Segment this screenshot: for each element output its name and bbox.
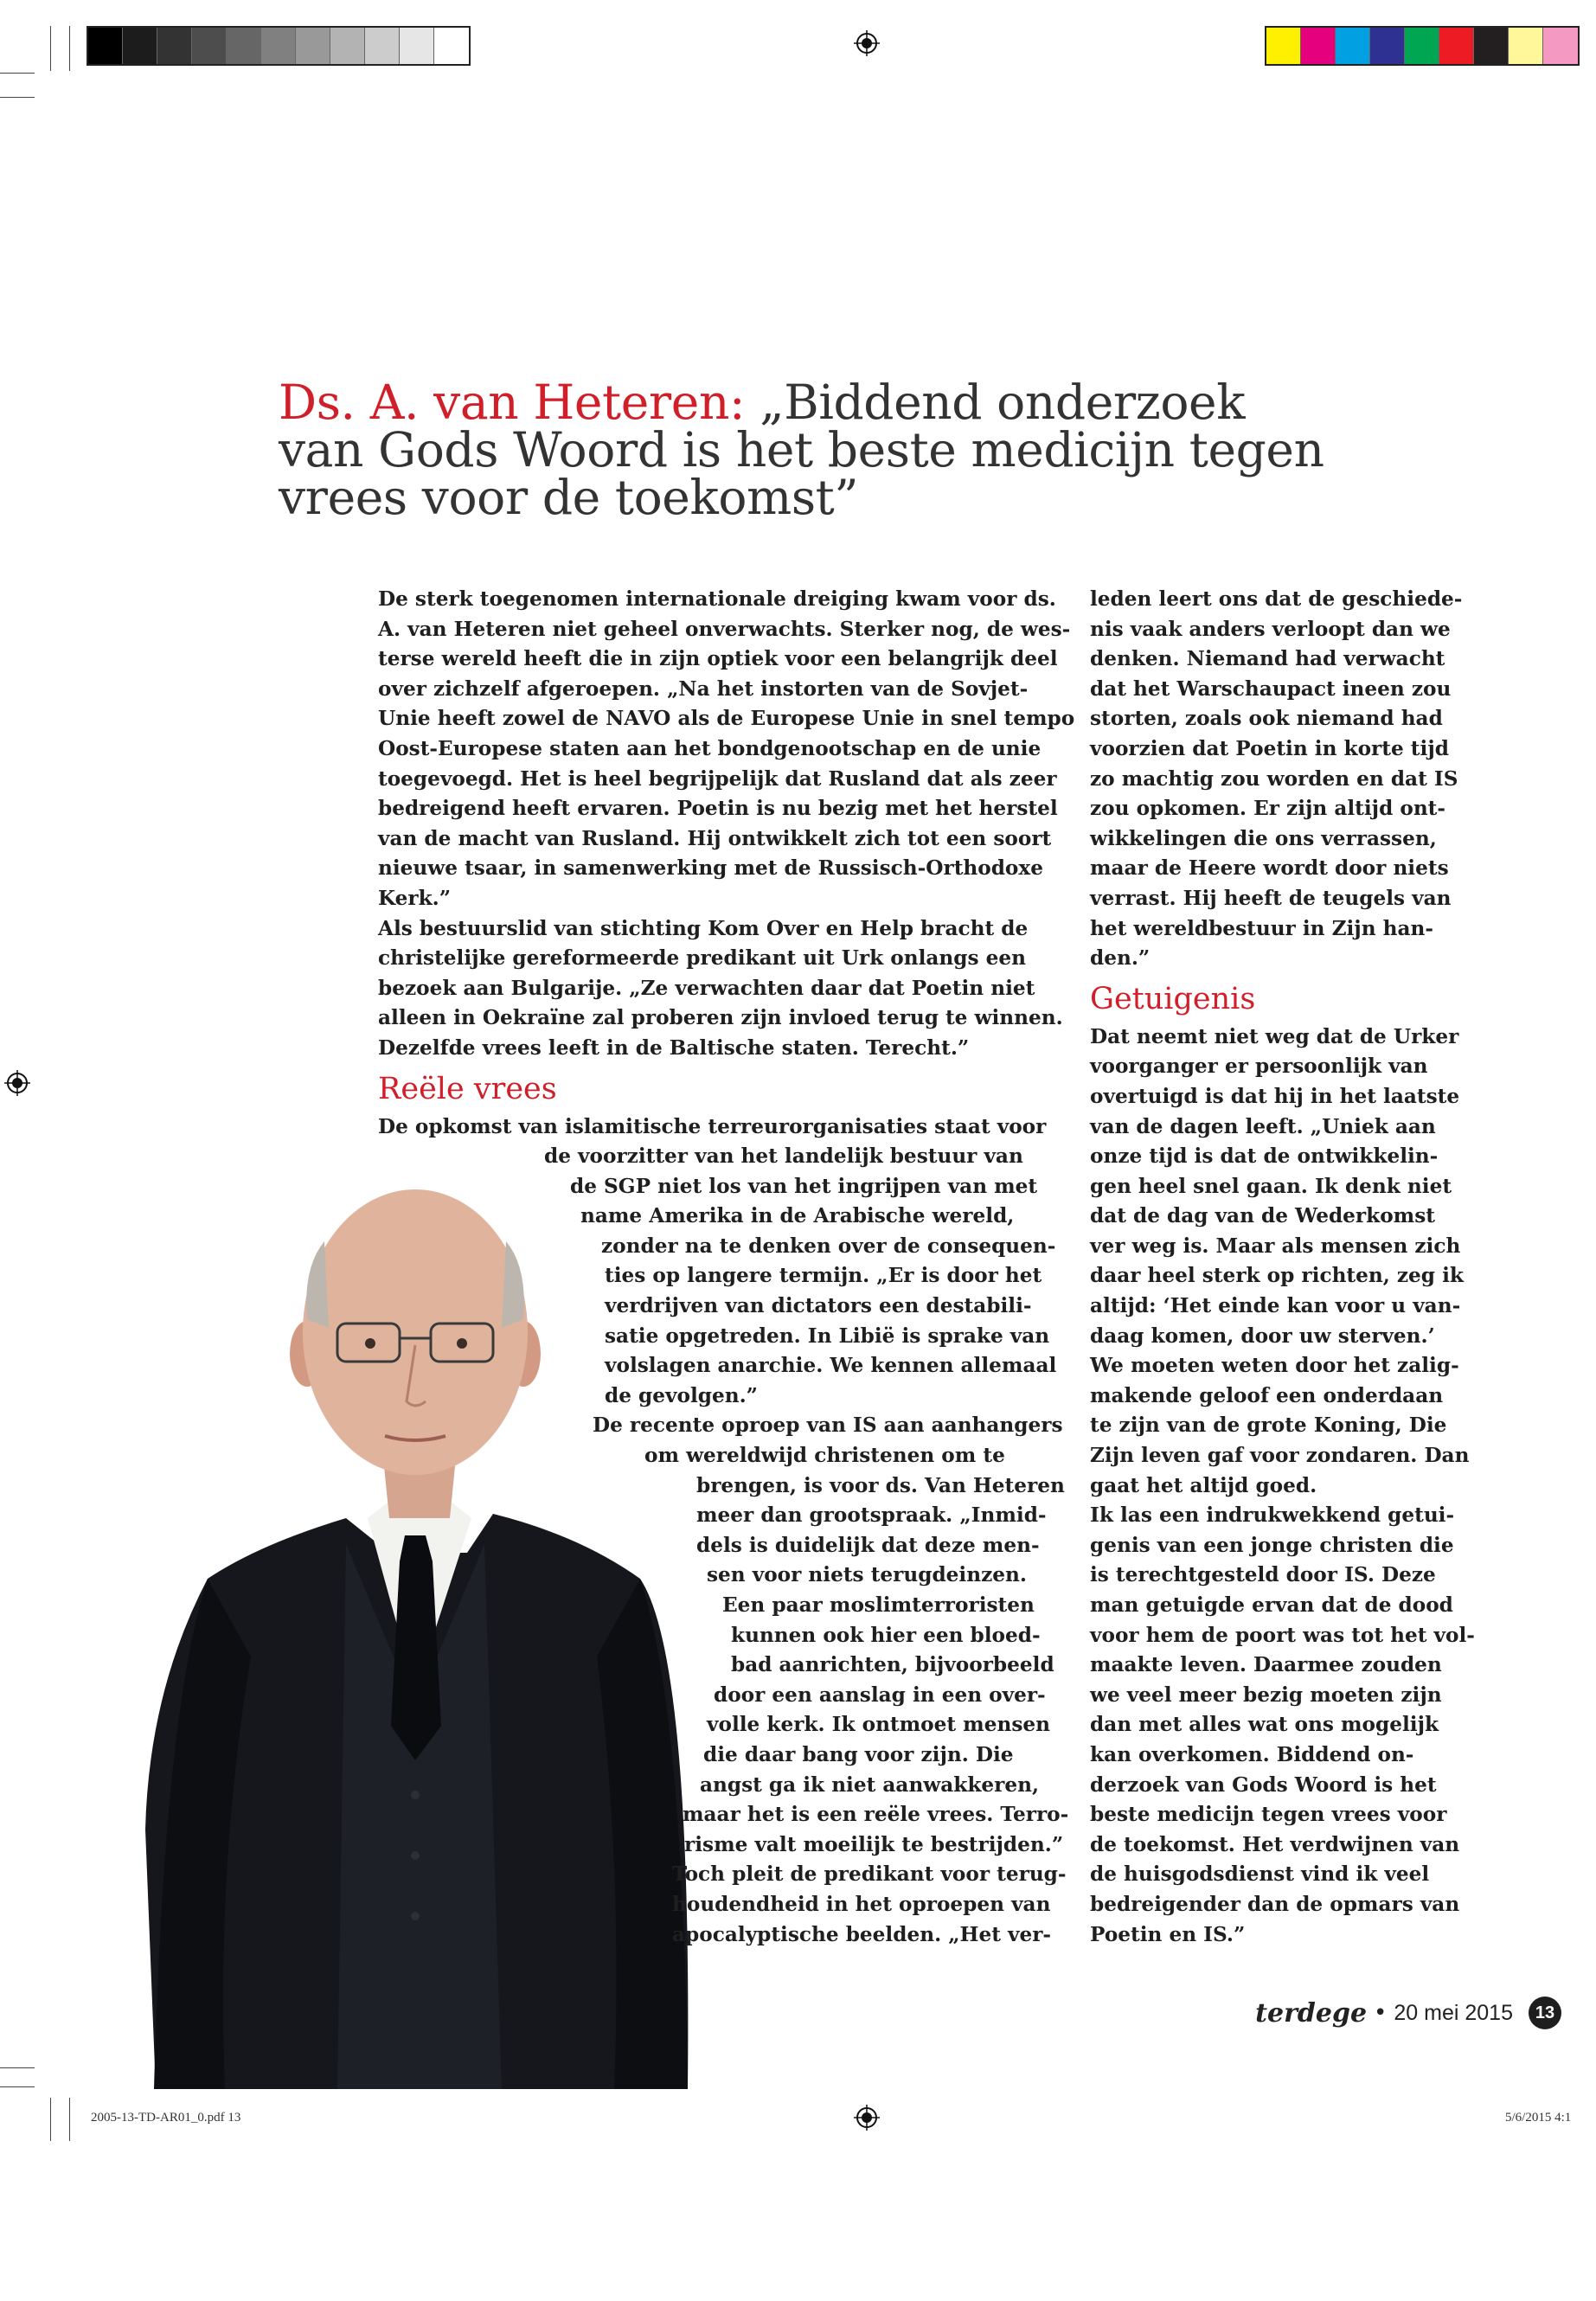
text-line: maar het is een reële vrees. Terro- <box>683 1803 1069 1827</box>
text-line: man getuigde ervan dat de dood <box>1090 1593 1453 1617</box>
column-left-intro <box>378 585 1074 1064</box>
text-line: van de dagen leeft. „Uniek aan <box>1090 1114 1436 1138</box>
text-line: de voorzitter van het landelijk bestuur van <box>544 1144 1023 1169</box>
calibration-swatch <box>365 28 400 64</box>
headline-line-1: „Biddend onderzoek <box>760 375 1246 430</box>
subhead-getuigenis: Getuigenis <box>1090 981 1256 1016</box>
text-line: Toch pleit de predikant voor terug- <box>672 1862 1067 1887</box>
text-line: Dat neemt niet weg dat de Urker <box>1090 1024 1459 1048</box>
text-line: Zijn leven gaf voor zondaren. Dan <box>1090 1444 1470 1468</box>
text-line: toegevoegd. Het is heel begrijpelijk dat Rusland dat als zeer <box>378 766 1057 791</box>
text-line: dat het Warschaupact ineen zou <box>1090 676 1452 701</box>
text-line: satie opgetreden. In Libië is sprake van <box>605 1324 1050 1348</box>
text-line: de gevolgen.” <box>605 1383 758 1407</box>
text-line: Ik las een indrukwekkend getui- <box>1090 1503 1455 1528</box>
text-line: de toekomst. Het verdwijnen van <box>1090 1832 1460 1856</box>
calibration-swatch <box>1405 28 1439 64</box>
text-line: het wereldbestuur in Zijn han- <box>1090 916 1433 940</box>
text-line: bedreigend heeft ervaren. Poetin is nu bezig met het herstel <box>378 797 1058 821</box>
text-line: Als bestuurslid van stichting Kom Over en Help bracht de <box>378 916 1029 940</box>
calibration-swatch <box>227 28 261 64</box>
text-line: nis vaak anders verloopt dan we <box>1090 617 1451 641</box>
text-line: overtuigd is dat hij in het laatste <box>1090 1084 1460 1108</box>
text-line: kan overkomen. Biddend on- <box>1090 1742 1414 1766</box>
text-line: maakte leven. Daarmee zouden <box>1090 1653 1442 1677</box>
text-line: meer dan grootspraak. „Inmid- <box>696 1503 1047 1528</box>
calibration-swatch <box>1439 28 1474 64</box>
text-line: genis van een jonge christen die <box>1090 1533 1454 1557</box>
calibration-swatch <box>1474 28 1509 64</box>
text-line: ver weg is. Maar als mensen zich <box>1090 1234 1461 1258</box>
text-line: houdendheid in het oproepen van <box>672 1892 1051 1916</box>
text-line: denken. Niemand had verwacht <box>1090 647 1445 671</box>
calibration-swatch <box>123 28 157 64</box>
text-line: over zichzelf afgeroepen. „Na het instorten van de Sovjet- <box>378 676 1029 701</box>
text-line: we veel meer bezig moeten zijn <box>1090 1682 1442 1707</box>
text-line: volslagen anarchie. We kennen allemaal <box>605 1354 1057 1378</box>
text-line: dan met alles wat ons mogelijk <box>1090 1713 1439 1737</box>
color-calibration-bar <box>1265 26 1580 66</box>
text-line: leden leert ons dat de geschiede- <box>1090 587 1463 611</box>
text-line: Dezelfde vrees leeft in de Baltische staten. Terecht.” <box>378 1035 970 1060</box>
calibration-swatch <box>400 28 434 64</box>
text-line: verdrijven van dictators een destabili- <box>605 1294 1032 1318</box>
headline-speaker: Ds. A. van Heteren: <box>279 375 746 430</box>
text-line: nieuwe tsaar, in samenwerking met de Russisch-Orthodoxe <box>378 856 1043 881</box>
text-line: bad aanrichten, bijvoorbeeld <box>731 1653 1054 1677</box>
text-line: door een aanslag in een over- <box>714 1682 1046 1707</box>
text-line: beste medicijn tegen vrees voor <box>1090 1803 1447 1827</box>
text-line: onze tijd is dat de ontwikkelin- <box>1090 1144 1439 1169</box>
calibration-swatch <box>296 28 330 64</box>
text-line: voorganger er persoonlijk van <box>1090 1054 1428 1079</box>
text-line: gen heel snel gaan. Ik denk niet <box>1090 1174 1452 1198</box>
calibration-swatch <box>330 28 365 64</box>
text-line: kunnen ook hier een bloed- <box>731 1623 1041 1647</box>
calibration-swatch <box>192 28 227 64</box>
calibration-swatch <box>1543 28 1578 64</box>
text-line: Kerk.” <box>378 886 452 910</box>
calibration-swatch <box>1301 28 1336 64</box>
text-line: de huisgodsdienst vind ik veel <box>1090 1862 1430 1887</box>
text-line: om wereldwijd christenen om te <box>644 1444 1005 1468</box>
text-line: De opkomst van islamitische terreurorganisaties staat voor <box>378 1114 1047 1138</box>
calibration-swatch <box>261 28 296 64</box>
text-line: daag komen, door uw sterven.’ <box>1090 1324 1435 1348</box>
registration-mark-icon <box>4 1070 30 1096</box>
text-line: verrast. Hij heeft de teugels van <box>1090 886 1452 910</box>
text-line: die daar bang voor zijn. Die <box>703 1742 1014 1766</box>
text-line: voor hem de poort was tot het vol- <box>1090 1623 1475 1647</box>
text-line: wikkelingen die ons verrassen, <box>1090 826 1437 850</box>
calibration-swatch <box>88 28 123 64</box>
text-line: daar heel sterk op richten, zeg ik <box>1090 1264 1464 1288</box>
article-headline <box>279 375 1403 525</box>
text-line: De recente oproep van IS aan aanhangers <box>593 1413 1063 1438</box>
column-left-wrapped-text <box>378 1112 1074 1951</box>
text-line: Poetin en IS.” <box>1090 1922 1246 1946</box>
headline-line-3: vrees voor de toekomst” <box>279 470 859 525</box>
registration-mark-icon <box>854 30 880 56</box>
column-right-body <box>1090 1022 1475 1950</box>
text-line: angst ga ik niet aanwakkeren, <box>700 1772 1040 1797</box>
page-number-badge: 13 <box>1529 1997 1561 2029</box>
text-line: den.” <box>1090 946 1151 971</box>
issue-date: 20 mei 2015 <box>1394 2000 1513 2025</box>
text-line: dat de dag van de Wederkomst <box>1090 1204 1435 1228</box>
text-line: volle kerk. Ik ontmoet mensen <box>707 1713 1050 1737</box>
text-line: Een paar moslimterroristen <box>722 1593 1035 1617</box>
text-line: A. van Heteren niet geheel onverwachts. Sterker nog, de wes- <box>378 617 1071 641</box>
text-line: maar de Heere wordt door niets <box>1090 856 1449 881</box>
text-line: makende geloof een onderdaan <box>1090 1383 1444 1407</box>
subhead-reele-vrees: Reële vrees <box>378 1071 557 1106</box>
text-line: dels is duidelijk dat deze men- <box>696 1533 1040 1557</box>
column-right-intro <box>1090 585 1475 974</box>
text-line: ties op langere termijn. „Er is door het <box>605 1264 1042 1288</box>
calibration-swatch <box>1370 28 1405 64</box>
registration-mark-icon <box>854 2105 880 2131</box>
text-line: gaat het altijd goed. <box>1090 1473 1317 1497</box>
text-line: sen voor niets terugdeinzen. <box>707 1563 1027 1587</box>
text-line: De sterk toegenomen internationale dreiging kwam voor ds. <box>378 587 1056 611</box>
calibration-swatch <box>157 28 192 64</box>
text-line: christelijke gereformeerde predikant uit Urk onlangs een <box>378 946 1026 971</box>
text-line: bedreigender dan de opmars van <box>1090 1892 1460 1916</box>
text-line: bezoek aan Bulgarije. „Ze verwachten daar dat Poetin niet <box>378 976 1035 1000</box>
text-line: zonder na te denken over de consequen- <box>601 1234 1056 1258</box>
text-line: voorzien dat Poetin in korte tijd <box>1090 736 1449 760</box>
text-line: is terechtgesteld door IS. Deze <box>1090 1563 1436 1587</box>
text-line: zou opkomen. Er zijn altijd ont- <box>1090 797 1446 821</box>
headline-line-2: van Gods Woord is het beste medicijn tegen <box>279 422 1324 478</box>
text-line: alleen in Oekraïne zal proberen zijn invloed terug te winnen. <box>378 1006 1063 1030</box>
text-line: We moeten weten door het zalig- <box>1090 1354 1459 1378</box>
article-column-right <box>1090 585 1475 1950</box>
text-line: risme valt moeilijk te bestrijden.” <box>684 1832 1064 1856</box>
text-line: storten, zoals ook niemand had <box>1090 707 1443 731</box>
timestamp-slug: 5/6/2015 4:1 <box>1505 2111 1572 2125</box>
page-footer <box>1255 1997 1561 2029</box>
text-line: van de macht van Rusland. Hij ontwikkelt zich tot een soort <box>378 826 1052 850</box>
text-line: terse wereld heeft die in zijn optiek voor een belangrijk deel <box>378 647 1058 671</box>
text-line: apocalyptische beelden. „Het ver- <box>672 1922 1052 1946</box>
text-line: brengen, is voor ds. Van Heteren <box>696 1473 1065 1497</box>
calibration-swatch <box>1266 28 1301 64</box>
calibration-swatch <box>434 28 469 64</box>
text-line: de SGP niet los van het ingrijpen van met <box>570 1174 1038 1198</box>
text-line: te zijn van de grote Koning, Die <box>1090 1413 1447 1438</box>
calibration-swatch <box>1509 28 1543 64</box>
file-slug: 2005-13-TD-AR01_0.pdf 13 <box>91 2111 241 2125</box>
text-line: zo machtig zou worden en dat IS <box>1090 766 1458 791</box>
footer-separator: • <box>1374 2000 1388 2026</box>
text-line: name Amerika in de Arabische wereld, <box>580 1204 1015 1228</box>
article-column-left <box>378 585 1074 1950</box>
grayscale-calibration-bar <box>87 26 471 66</box>
magazine-brand-logo: terdege <box>1255 1997 1368 2029</box>
calibration-swatch <box>1336 28 1370 64</box>
text-line: altijd: ‘Het einde kan voor u van- <box>1090 1294 1461 1318</box>
text-line: Unie heeft zowel de NAVO als de Europese Unie in snel tempo <box>378 707 1075 731</box>
text-line: Oost-Europese staten aan het bondgenootschap en de unie <box>378 736 1042 760</box>
text-line: derzoek van Gods Woord is het <box>1090 1772 1437 1797</box>
